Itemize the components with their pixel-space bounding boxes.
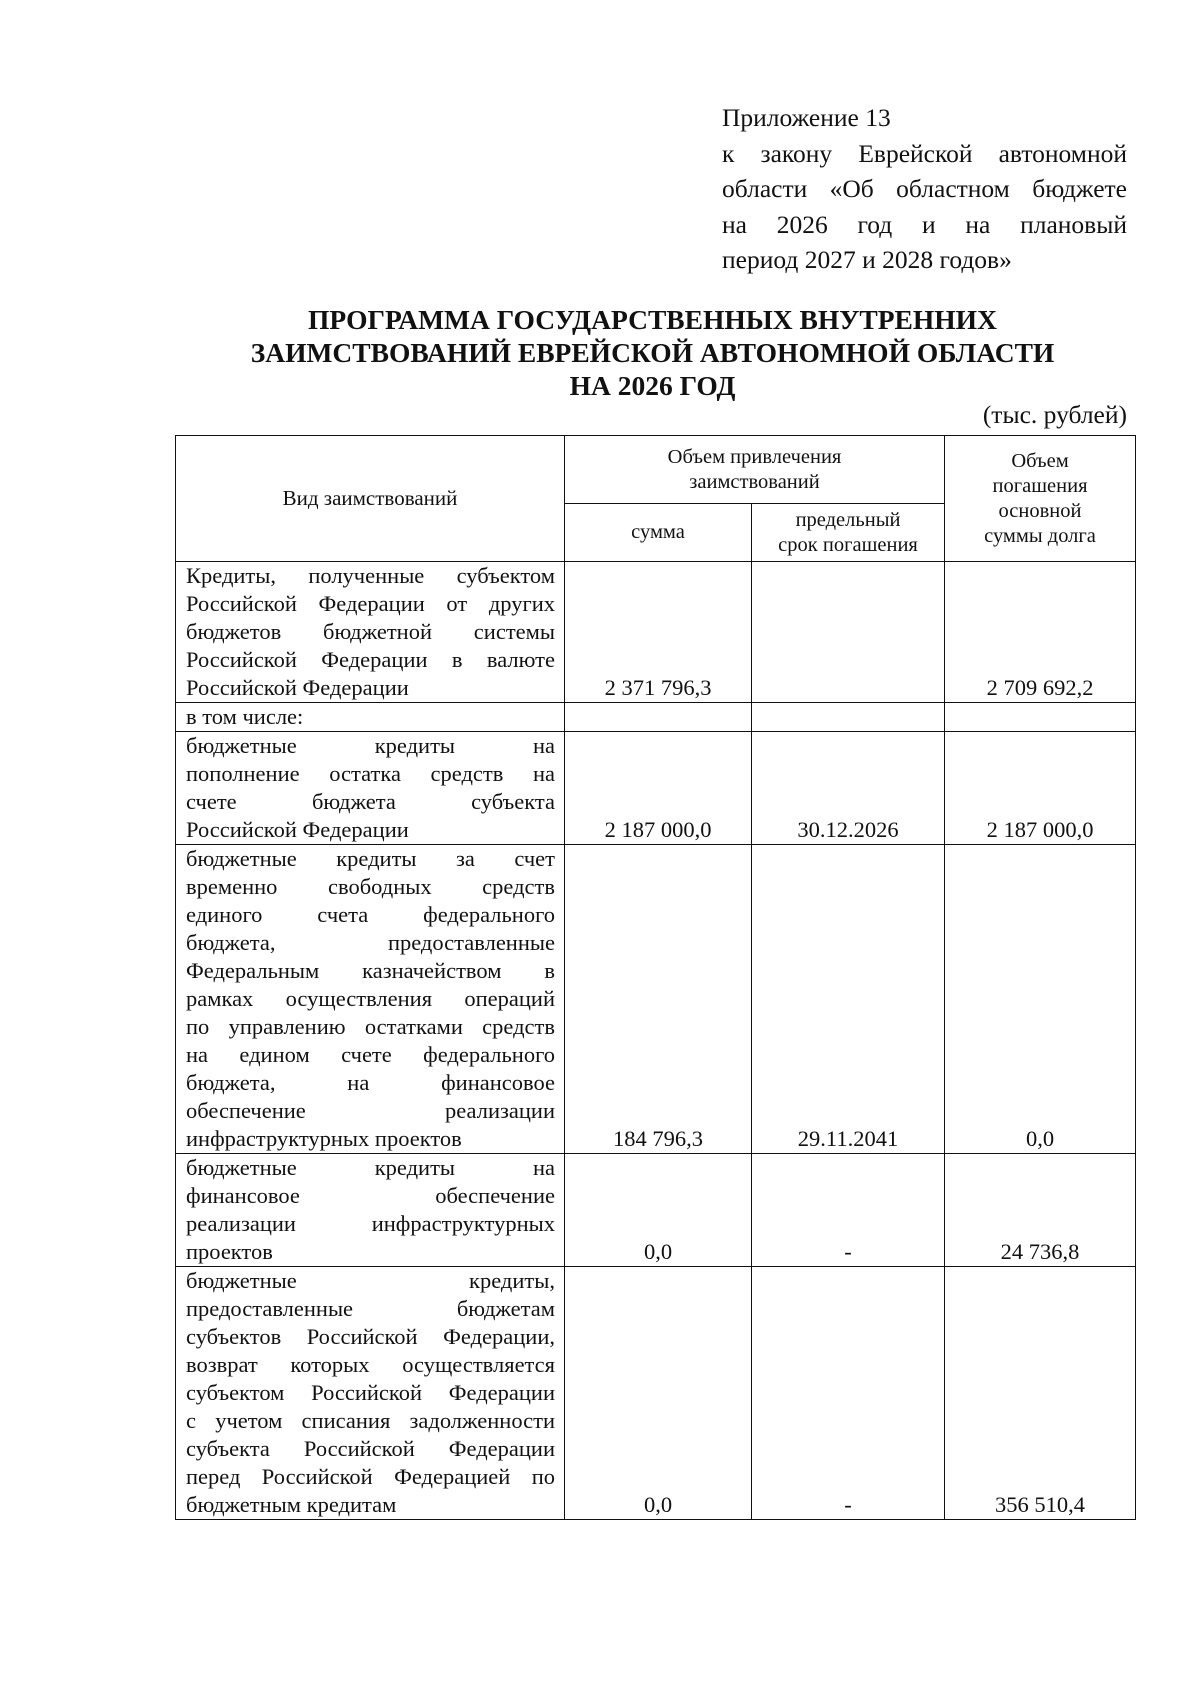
borrowing-type-line: бюджетные кредиты на [186, 733, 555, 758]
borrowing-type-line: обеспечение реализации [186, 1098, 555, 1123]
header-borrowing-type: Вид заимствований [176, 436, 565, 562]
repayment-cell [945, 703, 1136, 732]
repayment-cell: 2 187 000,0 [945, 732, 1136, 845]
borrowing-type-line: Федеральным казначейством в [186, 958, 555, 983]
borrowing-type-line: инфраструктурных проектов [186, 1126, 462, 1151]
table-row [176, 845, 1136, 1154]
borrowing-type-line: бюджетные кредиты на [186, 1155, 555, 1180]
term-cell: 29.11.2041 [752, 845, 945, 1154]
table-row [176, 562, 1136, 703]
units-label: (тыс. рублей) [982, 400, 1127, 429]
sum-cell: 2 371 796,3 [565, 562, 752, 703]
repayment-cell: 24 736,8 [945, 1154, 1136, 1267]
borrowing-type-line: предоставленные бюджетам [186, 1296, 555, 1321]
borrowing-type-cell [176, 845, 565, 1154]
repayment-cell: 2 709 692,2 [945, 562, 1136, 703]
borrowing-type-cell [176, 1154, 565, 1267]
borrowing-type-line: бюджета, на финансовое [186, 1070, 555, 1095]
repayment-cell: 356 510,4 [945, 1267, 1136, 1520]
table-row [176, 1267, 1136, 1520]
borrowing-type-line: бюджета, предоставленные [186, 930, 555, 955]
borrowing-type-line: Российской Федерации от других [186, 591, 555, 616]
header-sum: сумма [565, 504, 752, 562]
borrowing-type-line: пополнение остатка средств на [186, 761, 555, 786]
sum-cell: 0,0 [565, 1267, 752, 1520]
borrowing-type-line: Российской Федерации [186, 675, 409, 700]
borrowing-type-line: бюджетные кредиты за счет [186, 846, 555, 871]
table-row [176, 1154, 1136, 1267]
term-cell: - [752, 1154, 945, 1267]
borrowing-type-line: счете бюджета субъекта [186, 789, 555, 814]
borrowing-type-line: Российской Федерации в валюте [186, 647, 555, 672]
appendix-note [722, 100, 1127, 278]
title-line: ПРОГРАММА ГОСУДАРСТВЕННЫХ ВНУТРЕННИХ [308, 304, 997, 335]
table-row [176, 703, 1136, 732]
borrowing-type-line: единого счета федерального [186, 902, 555, 927]
document-title [175, 303, 1130, 402]
borrowing-type-line: бюджетные кредиты, [186, 1268, 555, 1293]
borrowing-type-line: перед Российской Федерацией по [186, 1464, 555, 1489]
borrowing-type-line: Кредиты, полученные субъектом [186, 563, 555, 588]
appendix-line: области «Об областном бюджете [722, 174, 1127, 203]
repayment-cell: 0,0 [945, 845, 1136, 1154]
sum-cell: 184 796,3 [565, 845, 752, 1154]
title-line: ЗАИМСТВОВАНИЙ ЕВРЕЙСКОЙ АВТОНОМНОЙ ОБЛАСТИ [250, 337, 1055, 368]
borrowing-table [175, 435, 1136, 1520]
borrowing-type-line: по управлению остатками средств [186, 1014, 555, 1039]
title-line: НА 2026 ГОД [569, 370, 736, 401]
appendix-line: на 2026 год и на плановый [722, 209, 1127, 239]
sum-cell [565, 703, 752, 732]
term-cell [752, 703, 945, 732]
sum-cell: 2 187 000,0 [565, 732, 752, 845]
term-cell: - [752, 1267, 945, 1520]
borrowing-type-line: на едином счете федерального [186, 1042, 555, 1067]
header-repayment-volume: Объем погашения основной суммы долга [945, 436, 1136, 562]
borrowing-type-line: проектов [186, 1239, 273, 1264]
borrowing-type-cell [176, 703, 565, 732]
borrowing-type-line: с учетом списания задолженности [186, 1408, 555, 1433]
table-row [176, 732, 1136, 845]
borrowing-type-cell [176, 732, 565, 845]
borrowing-type-line: субъектом Российской Федерации [186, 1380, 555, 1405]
borrowing-type-line: бюджетным кредитам [186, 1492, 397, 1517]
appendix-line: период 2027 и 2028 годов» [722, 245, 1012, 274]
borrowing-type-cell [176, 1267, 565, 1520]
borrowing-type-line: субъекта Российской Федерации [186, 1436, 555, 1461]
header-attraction-volume: Объем привлечения заимствований [565, 436, 945, 504]
borrowing-type-line: субъектов Российской Федерации, [186, 1324, 555, 1349]
borrowing-type-line: временно свободных средств [186, 874, 555, 899]
term-cell [752, 562, 945, 703]
borrowing-type-line: возврат которых осуществляется [186, 1352, 555, 1377]
appendix-line: Приложение 13 [722, 103, 891, 132]
borrowing-type-line: бюджетов бюджетной системы [186, 619, 555, 644]
header-repayment-term: предельный срок погашения [752, 504, 945, 562]
borrowing-type-line: Российской Федерации [186, 817, 409, 842]
borrowing-type-line: в том числе: [186, 704, 304, 729]
borrowing-type-line: рамках осуществления операций [186, 986, 555, 1011]
sum-cell: 0,0 [565, 1154, 752, 1267]
borrowing-type-line: финансовое обеспечение [186, 1183, 555, 1208]
term-cell: 30.12.2026 [752, 732, 945, 845]
borrowing-type-cell [176, 562, 565, 703]
appendix-line: к закону Еврейской автономной [722, 138, 1127, 168]
borrowing-type-line: реализации инфраструктурных [186, 1211, 555, 1236]
